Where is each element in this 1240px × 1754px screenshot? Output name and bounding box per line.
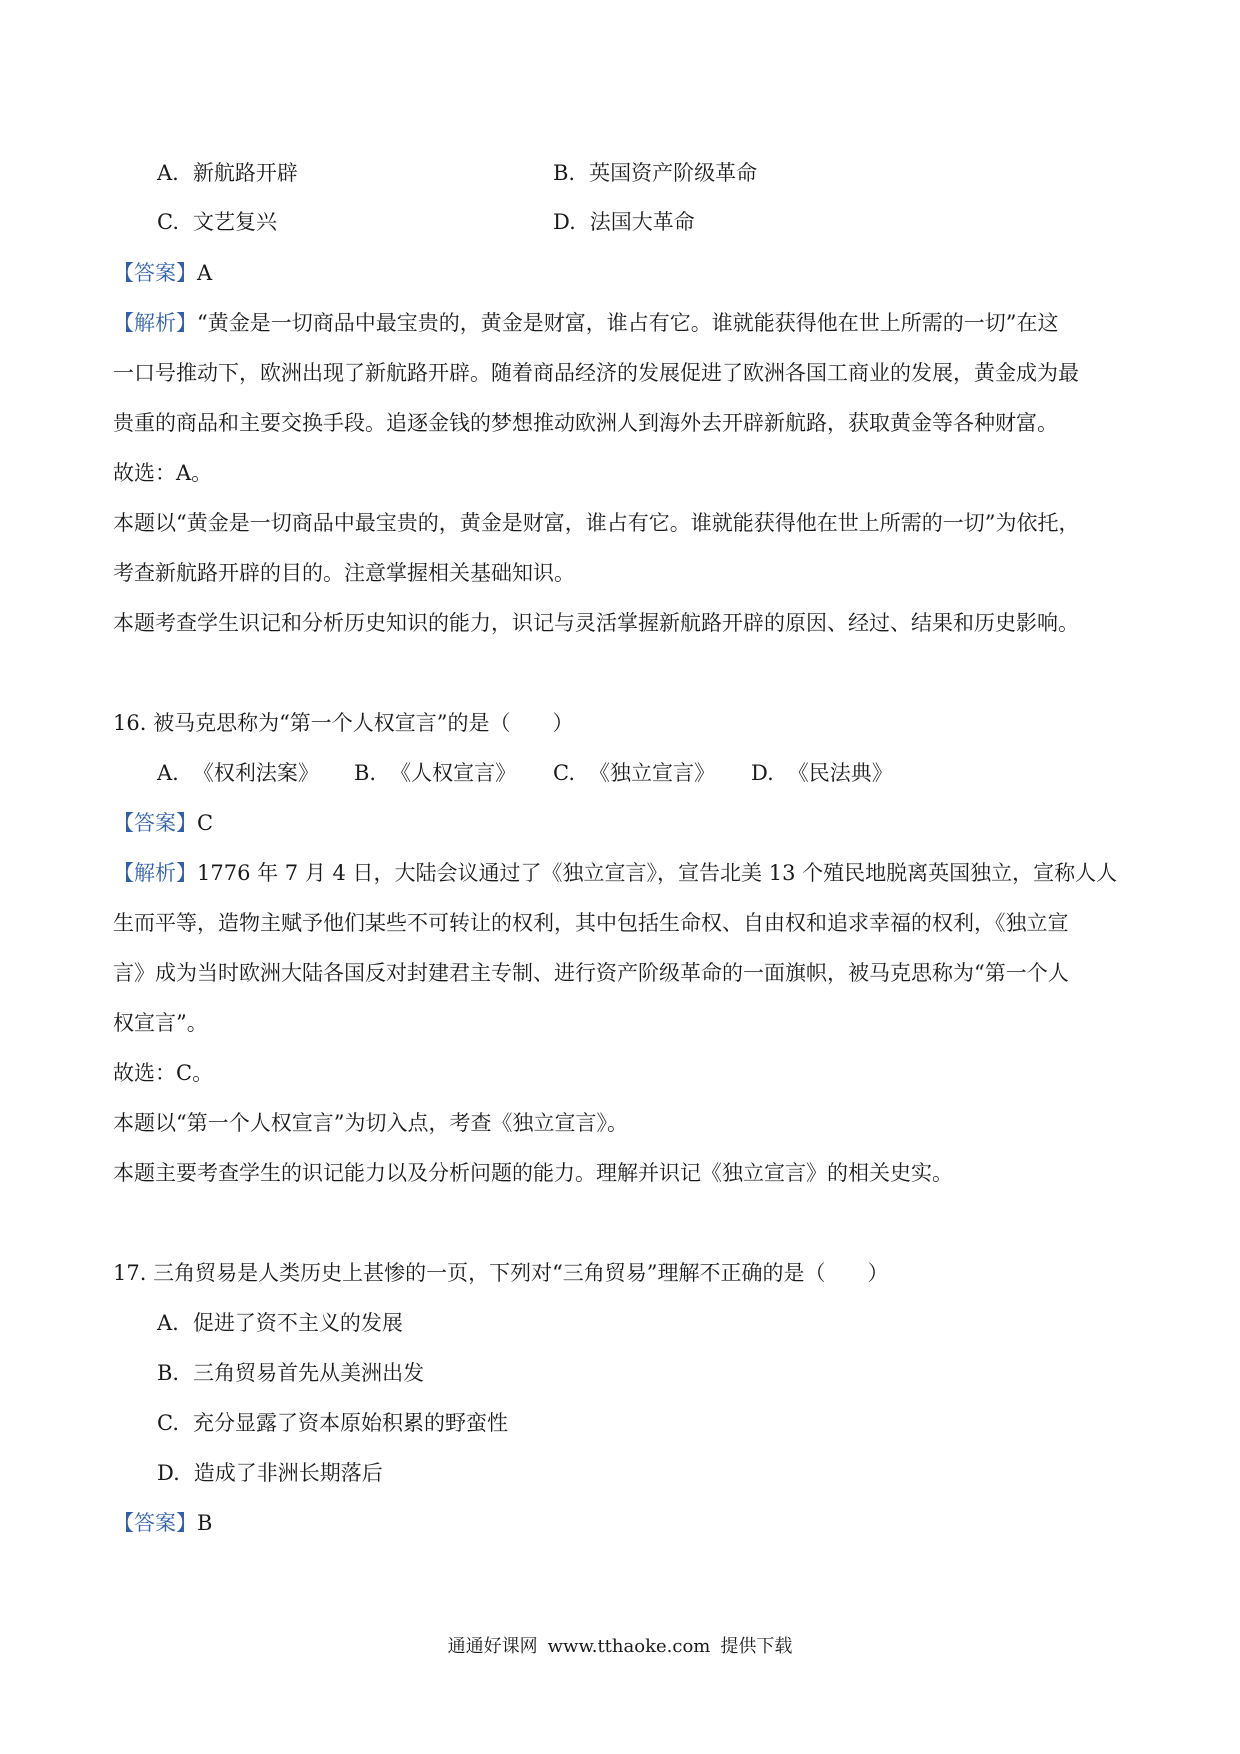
q15-option-d <box>553 207 695 237</box>
option-text: 《独立宣言》 <box>589 761 715 785</box>
q15-note-3: 本题考查学生识记和分析历史知识的能力，识记与灵活掌握新航路开辟的原因、经过、结果和历史影响。 <box>113 611 1079 635</box>
q16-option-a <box>157 758 319 788</box>
analysis-tag: 【解析】 <box>113 311 197 335</box>
option-letter: C. <box>157 1411 179 1435</box>
option-text: 促进了资不主义的发展 <box>192 1311 403 1335</box>
q15-answer <box>113 258 212 288</box>
option-letter: B. <box>157 1361 180 1385</box>
option-letter: A. <box>157 761 179 785</box>
footer-suffix: 提供下载 <box>720 1636 793 1657</box>
q15-note-1: 本题以“黄金是一切商品中最宝贵的，黄金是财富，谁占有它。谁就能获得他在世上所需的一切”为依托， <box>113 511 1080 535</box>
option-text: 《人权宣言》 <box>390 761 517 785</box>
q16-stem: 16. 被马克思称为“第一个人权宣言”的是（ ） <box>113 711 574 735</box>
footer-site-name: 通通好课网 <box>447 1636 538 1657</box>
q16-note-1: 本题以“第一个人权宣言”为切入点，考查《独立宣言》。 <box>113 1111 628 1135</box>
q15-option-c <box>157 207 277 237</box>
q16-answer <box>113 808 213 838</box>
q16-note-2: 本题主要考查学生的识记能力以及分析问题的能力。理解并识记《独立宣言》的相关史实。 <box>113 1161 953 1185</box>
option-letter: D. <box>751 761 774 785</box>
q16-analysis-line-3: 言》成为当时欧洲大陆各国反对封建君主专制、进行资产阶级革命的一面旗帜，被马克思称为“第一个人 <box>113 961 1069 985</box>
option-letter: A. <box>157 1311 179 1335</box>
q17-stem: 17. 三角贸易是人类历史上甚惨的一页，下列对“三角贸易”理解不正确的是（ ） <box>113 1261 889 1285</box>
q15-note-2: 考查新航路开辟的目的。注意掌握相关基础知识。 <box>113 561 575 585</box>
option-text: 充分显露了资本原始积累的野蛮性 <box>193 1411 508 1435</box>
analysis-text: “黄金是一切商品中最宝贵的，黄金是财富，谁占有它。谁就能获得他在世上所需的一切”在这 <box>197 311 1059 335</box>
q15-option-a <box>157 158 298 188</box>
option-text: 新航路开辟 <box>192 161 298 185</box>
q15-choose: 故选：A。 <box>113 461 213 485</box>
option-text: 三角贸易首先从美洲出发 <box>193 1361 425 1385</box>
q15-analysis-line-3: 贵重的商品和主要交换手段。追逐金钱的梦想推动欧洲人到海外去开辟新航路，获取黄金等各种财富。 <box>113 411 1058 435</box>
option-text: 文艺复兴 <box>193 210 277 234</box>
page-footer <box>0 1634 1240 1660</box>
q15-analysis-line-1 <box>113 308 1058 338</box>
option-letter: A. <box>157 161 179 185</box>
option-letter: D. <box>553 210 576 234</box>
option-text: 《民法典》 <box>787 761 893 785</box>
option-text: 《权利法案》 <box>192 761 319 785</box>
answer-tag: 【答案】 <box>113 811 197 835</box>
answer-value: C <box>197 811 214 835</box>
answer-tag: 【答案】 <box>113 261 197 285</box>
q16-option-c <box>553 758 715 788</box>
q16-analysis-line-1 <box>113 858 1117 888</box>
option-text: 英国资产阶级革命 <box>589 161 758 185</box>
q16-option-b <box>354 758 516 788</box>
option-letter: C. <box>157 210 179 234</box>
analysis-text: 1776 年 7 月 4 日，大陆会议通过了《独立宣言》，宣告北美 13 个殖民地脱离英国独立，宣称人人 <box>197 861 1118 885</box>
answer-value: A <box>197 261 213 285</box>
footer-url: www.tthaoke.com <box>547 1636 711 1657</box>
option-letter: B. <box>354 761 377 785</box>
q17-option-b <box>157 1358 424 1388</box>
answer-tag: 【答案】 <box>113 1511 197 1535</box>
q17-option-a <box>157 1308 403 1338</box>
q15-option-b <box>553 158 757 188</box>
option-letter: C. <box>553 761 575 785</box>
answer-value: B <box>197 1511 213 1535</box>
option-letter: B. <box>553 161 576 185</box>
q16-choose: 故选：C。 <box>113 1061 214 1085</box>
q16-option-d <box>751 758 893 788</box>
option-letter: D. <box>157 1461 180 1485</box>
q17-option-d <box>157 1458 383 1488</box>
q16-analysis-line-2: 生而平等，造物主赋予他们某些不可转让的权利，其中包括生命权、自由权和追求幸福的权利，《独立宣 <box>113 911 1069 935</box>
q15-analysis-line-2: 一口号推动下，欧洲出现了新航路开辟。随着商品经济的发展促进了欧洲各国工商业的发展，黄金成为最 <box>113 361 1079 385</box>
analysis-tag: 【解析】 <box>113 861 197 885</box>
option-text: 法国大革命 <box>589 210 695 234</box>
q17-answer <box>113 1508 212 1538</box>
option-text: 造成了非洲长期落后 <box>193 1461 383 1485</box>
q17-option-c <box>157 1408 508 1438</box>
q16-analysis-line-4: 权宣言”。 <box>113 1011 208 1035</box>
